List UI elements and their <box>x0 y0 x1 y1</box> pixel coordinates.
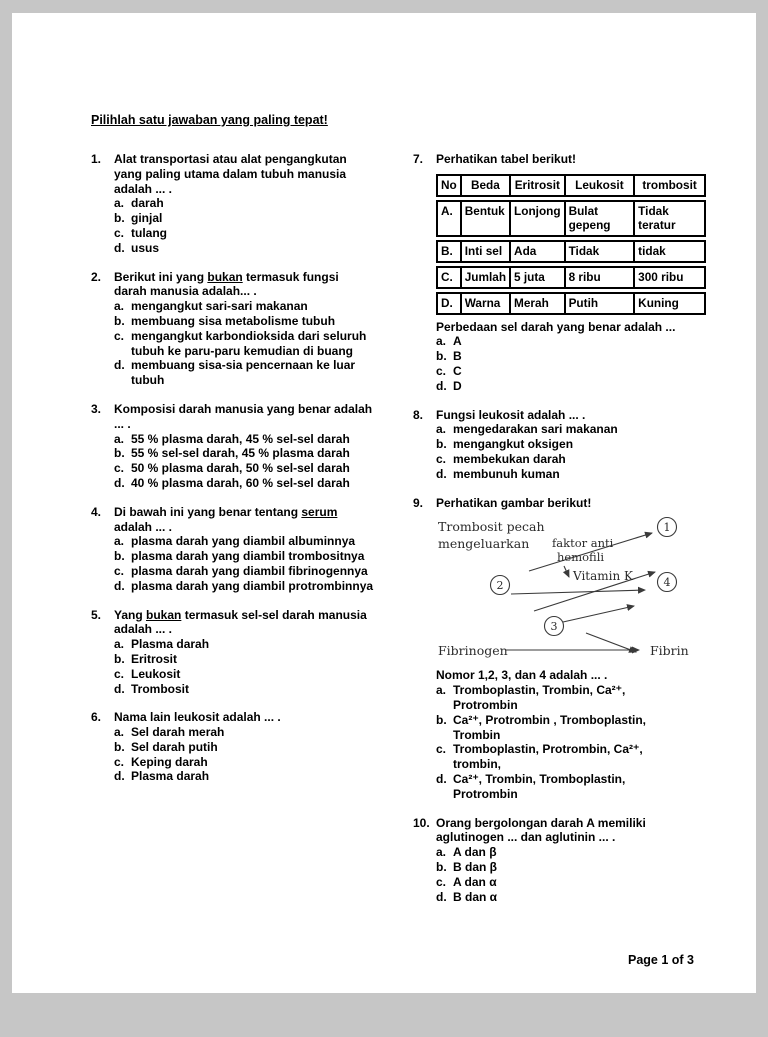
question-7-option-b <box>436 349 679 364</box>
table-header-cell: Eritrosit <box>510 174 565 197</box>
option-letter: c. <box>436 451 447 466</box>
question-6-body <box>114 710 374 784</box>
blood-cells-table <box>436 171 706 318</box>
question-2 <box>91 270 374 388</box>
stem-emphasis: serum <box>301 504 338 519</box>
question-8-option-b <box>436 437 679 452</box>
option-text: Sel darah putih <box>131 739 218 754</box>
option-text: D <box>453 378 462 393</box>
option-text: 55 % sel-sel darah, 45 % plasma darah <box>131 446 350 461</box>
question-6-option-d <box>114 769 374 784</box>
arrow-2-to-4 <box>511 590 645 594</box>
table-cell: Jumlah <box>461 266 510 289</box>
option-text: Trombosit <box>131 681 190 696</box>
table-row <box>436 200 706 238</box>
option-text: Tromboplastin, Protrombin, Ca²⁺, trombin, <box>453 742 643 772</box>
stem-text: Orang bergolongan darah A memiliki aglutinogen ... dan aglutinin ... . <box>436 815 646 845</box>
table-header-cell: No <box>436 174 461 197</box>
question-2-stem <box>114 270 374 300</box>
option-text: plasma darah yang diambil fibrinogennya <box>131 563 368 578</box>
diagram-node-2-label: 2 <box>496 579 504 593</box>
option-text: A dan α <box>453 874 497 889</box>
question-6-stem <box>114 710 374 725</box>
table-cell: Bulat gepeng <box>565 200 635 238</box>
question-5-option-d <box>114 682 374 697</box>
option-letter: b. <box>114 739 125 754</box>
stem-text: Berikut ini yang <box>114 269 208 284</box>
page-number-footer: Page 1 of 3 <box>628 953 694 967</box>
question-9-body <box>436 495 689 802</box>
table-cell: A. <box>436 200 461 238</box>
question-8-number: 8. <box>413 407 424 422</box>
table-cell: C. <box>436 266 461 289</box>
question-4-option-b <box>114 549 374 564</box>
question-3-option-a <box>114 432 374 447</box>
question-9-post: Nomor 1,2, 3, dan 4 adalah ... . <box>436 668 608 683</box>
option-text: Sel darah merah <box>131 725 225 740</box>
question-3-option-d <box>114 476 374 491</box>
question-1 <box>91 152 374 256</box>
option-text: B dan α <box>453 889 498 904</box>
table-cell: Tidak teratur <box>634 200 706 238</box>
table-cell: Ada <box>510 240 565 263</box>
table-cell: Kuning <box>634 292 706 315</box>
option-letter: d. <box>436 771 447 786</box>
option-letter: c. <box>114 754 125 769</box>
table-header-row <box>436 174 706 197</box>
option-letter: a. <box>114 534 125 549</box>
question-2-option-a <box>114 299 374 314</box>
option-text: plasma darah yang diambil trombositnya <box>131 549 365 564</box>
diagram-label-hemofili: hemofili <box>557 550 605 565</box>
question-2-number: 2. <box>91 269 102 284</box>
option-letter: d. <box>114 358 125 373</box>
table-cell: B. <box>436 240 461 263</box>
question-1-option-a <box>114 196 374 211</box>
table-cell: Merah <box>510 292 565 315</box>
option-letter: a. <box>114 637 125 652</box>
question-9-option-b <box>436 713 679 743</box>
stem-text: termasuk sel-sel darah manusia adalah ... . <box>114 607 367 637</box>
stem-text: Fungsi leukosit adalah ... . <box>436 407 586 422</box>
table-cell: Inti sel <box>461 240 510 263</box>
question-2-option-d <box>114 358 374 388</box>
option-text: Ca²⁺, Protrombin , Tromboplastin, Trombin <box>453 712 647 742</box>
stem-text: Nama lain leukosit adalah ... . <box>114 710 281 725</box>
question-2-body <box>114 270 374 388</box>
option-text: membunuh kuman <box>453 466 560 481</box>
option-letter: b. <box>436 712 447 727</box>
question-5-number: 5. <box>91 607 102 622</box>
option-letter: a. <box>114 725 125 740</box>
question-10-number: 10. <box>413 815 430 830</box>
option-text: mengangkut oksigen <box>453 437 574 452</box>
stem-text: Perhatikan tabel berikut! <box>436 152 577 166</box>
option-letter: d. <box>114 475 125 490</box>
question-8 <box>413 408 679 482</box>
document-page <box>12 13 756 993</box>
option-letter: b. <box>436 349 447 364</box>
option-letter: c. <box>114 461 125 476</box>
question-4-option-d <box>114 579 374 594</box>
option-letter: c. <box>114 563 125 578</box>
question-6-number: 6. <box>91 710 102 725</box>
option-letter: d. <box>114 240 125 255</box>
table-cell: Lonjong <box>510 200 565 238</box>
option-text: membuang sisa metabolisme tubuh <box>131 313 336 328</box>
question-4-body <box>114 505 374 594</box>
question-7-stem <box>436 152 679 167</box>
option-letter: c. <box>114 328 125 343</box>
question-5-body <box>114 608 374 697</box>
option-text: mengangkut sari-sari makanan <box>131 299 308 314</box>
option-letter: d. <box>436 378 447 393</box>
table-cell: Tidak <box>565 240 635 263</box>
table-header-cell: Leukosit <box>565 174 635 197</box>
diagram-label-trombosit-pecah: Trombosit pecah <box>438 519 545 535</box>
question-10-option-d <box>436 890 679 905</box>
option-text: A <box>453 334 462 349</box>
option-letter: d. <box>114 769 125 784</box>
diagram-label-fibrin: Fibrin <box>650 643 689 659</box>
question-1-option-b <box>114 211 374 226</box>
question-8-body <box>436 408 679 482</box>
question-3-stem <box>114 402 374 432</box>
question-1-stem <box>114 152 374 196</box>
stem-text: Alat transportasi atau alat pengangkutan yang paling utama dalam tubuh manusia adalah ... . <box>114 152 347 196</box>
question-3-option-c <box>114 461 374 476</box>
stem-text: termasuk fungsi darah manusia adalah... . <box>114 269 339 299</box>
question-1-option-c <box>114 226 374 241</box>
option-letter: d. <box>114 681 125 696</box>
table-cell: D. <box>436 292 461 315</box>
option-text: plasma darah yang diambil albuminnya <box>131 534 356 549</box>
option-letter: a. <box>114 299 125 314</box>
option-text: Plasma darah <box>131 769 210 784</box>
diagram-label-faktor-anti: faktor anti <box>552 536 614 551</box>
question-7-option-c <box>436 364 679 379</box>
option-text: Tromboplastin, Trombin, Ca²⁺, Protrombin <box>453 683 626 712</box>
question-4-option-a <box>114 534 374 549</box>
option-letter: c. <box>436 363 447 378</box>
option-letter: a. <box>436 845 447 860</box>
option-letter: a. <box>114 431 125 446</box>
question-10-stem <box>436 816 679 846</box>
question-7-body <box>436 152 697 394</box>
option-text: darah <box>131 196 164 211</box>
option-text: Leukosit <box>131 666 181 681</box>
option-letter: b. <box>436 437 447 452</box>
stem-emphasis: bukan <box>207 269 243 284</box>
table-cell: tidak <box>634 240 706 263</box>
table-header-cell: Beda <box>461 174 510 197</box>
question-9-option-a <box>436 683 679 713</box>
question-5 <box>91 608 374 697</box>
option-letter: d. <box>114 578 125 593</box>
option-letter: b. <box>114 211 125 226</box>
question-5-option-c <box>114 667 374 682</box>
left-column <box>91 152 374 798</box>
option-text: membekukan darah <box>453 451 566 466</box>
question-10-body <box>436 816 679 905</box>
diagram-node-3-label: 3 <box>550 620 558 634</box>
stem-text: Yang <box>114 607 147 622</box>
table-header-cell: trombosit <box>634 174 706 197</box>
page-title: Pilihlah satu jawaban yang paling tepat! <box>91 113 328 127</box>
diagram-label-vitamin-k: Vitamin K <box>573 569 633 584</box>
question-8-option-a <box>436 422 679 437</box>
question-1-option-d <box>114 241 374 256</box>
option-text: Ca²⁺, Trombin, Tromboplastin, Protrombin <box>453 771 626 801</box>
option-letter: c. <box>436 874 447 889</box>
table-cell: Putih <box>565 292 635 315</box>
diagram-node-4-label: 4 <box>663 576 671 590</box>
option-letter: c. <box>436 742 447 757</box>
stem-text: Perhatikan gambar berikut! <box>436 495 592 510</box>
question-5-option-b <box>114 652 374 667</box>
option-letter: b. <box>114 651 125 666</box>
question-10-option-c <box>436 875 679 890</box>
arrow-vitamin-k <box>564 566 569 577</box>
option-letter: d. <box>436 889 447 904</box>
question-4-option-c <box>114 564 374 579</box>
option-text: B <box>453 349 462 364</box>
question-9-option-c <box>436 742 679 772</box>
option-text: 55 % plasma darah, 45 % sel-sel darah <box>131 431 350 446</box>
question-5-option-a <box>114 637 374 652</box>
table-row <box>436 240 706 263</box>
option-text: membuang sisa-sia pencernaan ke luar tubuh <box>131 358 356 388</box>
option-text: A dan β <box>453 845 497 860</box>
option-text: ginjal <box>131 211 163 226</box>
table-row <box>436 266 706 289</box>
option-text: mengangkut karbondioksida dari seluruh tubuh ke paru-paru kemudian di buang <box>131 328 367 358</box>
question-10 <box>413 816 679 905</box>
question-1-number: 1. <box>91 152 102 166</box>
question-5-stem <box>114 608 374 638</box>
blood-clotting-diagram <box>436 514 698 666</box>
question-7-number: 7. <box>413 152 424 166</box>
question-7-option-d <box>436 379 679 394</box>
stem-text: Di bawah ini yang benar tentang <box>114 504 302 519</box>
diagram-label-fibrinogen: Fibrinogen <box>438 643 508 659</box>
question-7 <box>413 152 697 394</box>
option-text: tulang <box>131 225 167 240</box>
option-letter: c. <box>114 225 125 240</box>
question-2-option-b <box>114 314 374 329</box>
table-cell: 8 ribu <box>565 266 635 289</box>
question-3-body <box>114 402 374 491</box>
option-text: usus <box>131 240 160 255</box>
stem-text: Komposisi darah manusia yang benar adalah ... . <box>114 401 373 431</box>
table-cell: Bentuk <box>461 200 510 238</box>
question-4 <box>91 505 374 594</box>
option-text: Plasma darah <box>131 637 210 652</box>
diagram-label-mengeluarkan: mengeluarkan <box>438 536 530 552</box>
table-cell: Warna <box>461 292 510 315</box>
option-text: B dan β <box>453 859 497 874</box>
table-row <box>436 292 706 315</box>
question-9 <box>413 495 689 802</box>
question-6-option-b <box>114 740 374 755</box>
option-letter: a. <box>436 334 447 349</box>
option-letter: a. <box>114 196 125 211</box>
option-text: C <box>453 363 462 378</box>
option-letter: b. <box>114 313 125 328</box>
option-text: Keping darah <box>131 754 208 769</box>
question-6-option-c <box>114 755 374 770</box>
question-9-stem <box>436 496 679 511</box>
question-8-option-c <box>436 452 679 467</box>
question-1-body <box>114 152 374 256</box>
option-text: 50 % plasma darah, 50 % sel-sel darah <box>131 461 350 476</box>
table-cell: 5 juta <box>510 266 565 289</box>
question-3-option-b <box>114 446 374 461</box>
option-letter: a. <box>436 422 447 437</box>
question-6-option-a <box>114 725 374 740</box>
stem-text: adalah ... . <box>114 519 173 534</box>
question-7-option-a <box>436 334 679 349</box>
question-4-stem <box>114 505 374 535</box>
option-letter: b. <box>114 446 125 461</box>
question-2-option-c <box>114 329 374 359</box>
question-9-option-d <box>436 772 679 802</box>
question-4-number: 4. <box>91 504 102 519</box>
option-text: Eritrosit <box>131 651 178 666</box>
arrow-from-3-up <box>563 606 634 622</box>
question-7-post: Perbedaan sel darah yang benar adalah ... <box>436 319 676 334</box>
question-8-stem <box>436 408 679 423</box>
question-10-option-b <box>436 860 679 875</box>
option-letter: a. <box>436 683 447 698</box>
question-9-number: 9. <box>413 495 424 510</box>
question-3 <box>91 402 374 491</box>
arrow-from-3-down <box>586 633 636 652</box>
question-3-number: 3. <box>91 401 102 416</box>
option-text: 40 % plasma darah, 60 % sel-sel darah <box>131 475 350 490</box>
option-letter: c. <box>114 666 125 681</box>
right-column <box>413 152 697 918</box>
option-letter: b. <box>436 859 447 874</box>
question-8-option-d <box>436 467 679 482</box>
option-text: mengedarakan sari makanan <box>453 422 618 437</box>
option-letter: d. <box>436 466 447 481</box>
option-text: plasma darah yang diambil protrombinnya <box>131 578 374 593</box>
diagram-node-1-label: 1 <box>663 521 671 535</box>
option-letter: b. <box>114 549 125 564</box>
question-10-option-a <box>436 845 679 860</box>
question-6 <box>91 710 374 784</box>
table-cell: 300 ribu <box>634 266 706 289</box>
stem-emphasis: bukan <box>146 607 182 622</box>
